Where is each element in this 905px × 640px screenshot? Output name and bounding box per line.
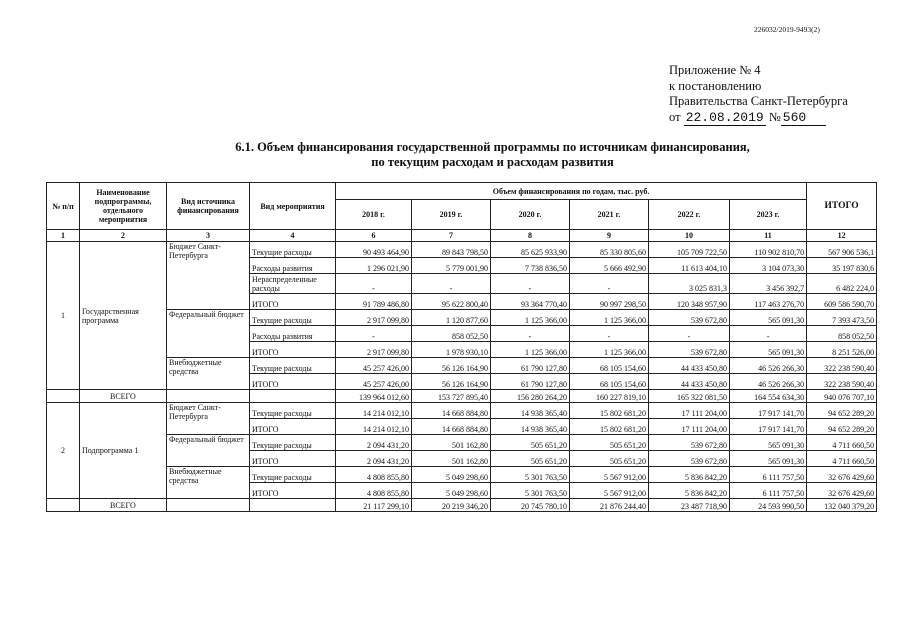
header-name: Наименование подпрограммы, отдельного мероприятия — [80, 183, 167, 230]
amount-cell: 90 493 464,90 — [336, 242, 412, 258]
amount-cell: 94 652 289,20 — [807, 419, 877, 435]
amount-cell: 110 902 810,70 — [730, 242, 807, 258]
table-row — [47, 242, 877, 258]
amount-cell: - — [491, 274, 570, 294]
amount-cell: - — [730, 326, 807, 342]
total-amount: 21 876 244,40 — [570, 499, 649, 512]
amount-cell: 93 364 770,40 — [491, 294, 570, 310]
amount-cell: 501 162,80 — [412, 451, 491, 467]
amount-cell: 17 917 141,70 — [730, 419, 807, 435]
header-source: Вид источника финансирования — [167, 183, 250, 230]
amount-cell: 1 125 366,00 — [570, 342, 649, 358]
amount-cell: 5 567 912,00 — [570, 483, 649, 499]
amount-cell: 539 672,80 — [649, 310, 730, 326]
total-amount: 156 280 264,20 — [491, 390, 570, 403]
amount-cell: 90 997 298,50 — [570, 294, 649, 310]
title-line-1: 6.1. Объем финансирования государственной программы по источникам финансирования, — [235, 140, 750, 154]
resolution-number: 560 — [781, 110, 826, 126]
amount-cell: 14 668 884,80 — [412, 403, 491, 419]
total-amount: 153 727 895,40 — [412, 390, 491, 403]
amount-cell: 4 711 660,50 — [807, 451, 877, 467]
amount-cell: 1 120 877,60 — [412, 310, 491, 326]
amount-cell: 5 836 842,20 — [649, 467, 730, 483]
amount-cell: 858 052,50 — [412, 326, 491, 342]
amount-cell: 565 091,30 — [730, 310, 807, 326]
amount-cell: 6 111 757,50 — [730, 467, 807, 483]
amount-cell: 46 526 266,30 — [730, 358, 807, 374]
amount-cell: 1 296 021,90 — [336, 258, 412, 274]
column-index-row — [47, 230, 877, 242]
header-activity: Вид мероприятия — [250, 183, 336, 230]
amount-cell: 14 214 012,10 — [336, 403, 412, 419]
activity-type: Текущие расходы — [250, 310, 336, 326]
amount-cell: 91 789 486,80 — [336, 294, 412, 310]
amount-cell: - — [336, 274, 412, 294]
amount-cell: 15 802 681,20 — [570, 419, 649, 435]
amount-cell: 565 091,30 — [730, 451, 807, 467]
total-amount: 20 745 780,10 — [491, 499, 570, 512]
amount-cell: 565 091,30 — [730, 435, 807, 451]
amount-cell: 14 668 884,80 — [412, 419, 491, 435]
total-row — [47, 499, 877, 512]
amount-cell: 89 843 798,50 — [412, 242, 491, 258]
activity-type: ИТОГО — [250, 294, 336, 310]
amount-cell: 3 456 392,7 — [730, 274, 807, 294]
funding-source: Бюджет Санкт-Петербурга — [167, 403, 250, 435]
table-row — [47, 310, 877, 326]
activity-type: ИТОГО — [250, 342, 336, 358]
total-spacer — [167, 499, 250, 512]
activity-type: ИТОГО — [250, 419, 336, 435]
amount-cell: 17 917 141,70 — [730, 403, 807, 419]
column-index: 6 — [336, 230, 412, 242]
amount-cell: 505 651,20 — [491, 435, 570, 451]
amount-cell: 6 482 224,0 — [807, 274, 877, 294]
amount-cell: 3 025 831,3 — [649, 274, 730, 294]
table-row — [47, 403, 877, 419]
appendix-date-line — [669, 110, 848, 126]
total-amount: 23 487 718,90 — [649, 499, 730, 512]
amount-cell: 11 613 404,10 — [649, 258, 730, 274]
amount-cell: 7 393 473,50 — [807, 310, 877, 326]
amount-cell: 85 330 805,60 — [570, 242, 649, 258]
amount-cell: 6 111 757,50 — [730, 483, 807, 499]
amount-cell: 94 652 289,20 — [807, 403, 877, 419]
activity-type: ИТОГО — [250, 451, 336, 467]
date-prefix: от — [669, 109, 681, 124]
amount-cell: 539 672,80 — [649, 342, 730, 358]
header-year: 2019 г. — [412, 200, 491, 230]
activity-type: Расходы развития — [250, 326, 336, 342]
total-amount: 940 076 707,10 — [807, 390, 877, 403]
total-spacer — [47, 390, 80, 403]
amount-cell: 539 672,80 — [649, 451, 730, 467]
amount-cell: 68 105 154,60 — [570, 374, 649, 390]
total-amount: 164 554 634,30 — [730, 390, 807, 403]
amount-cell: 5 779 001,90 — [412, 258, 491, 274]
amount-cell: 32 676 429,60 — [807, 483, 877, 499]
activity-type: ИТОГО — [250, 374, 336, 390]
number-prefix: № — [768, 109, 781, 124]
amount-cell: 4 808 855,80 — [336, 483, 412, 499]
activity-type: Нераспределенные расходы — [250, 274, 336, 294]
column-index: 7 — [412, 230, 491, 242]
amount-cell: 105 709 722,50 — [649, 242, 730, 258]
amount-cell: 68 105 154,60 — [570, 358, 649, 374]
amount-cell: 45 257 426,00 — [336, 374, 412, 390]
amount-cell: 32 676 429,60 — [807, 467, 877, 483]
amount-cell: 56 126 164,90 — [412, 374, 491, 390]
amount-cell: 7 738 836,50 — [491, 258, 570, 274]
appendix-line-1: Приложение № 4 — [669, 63, 761, 77]
activity-type: Текущие расходы — [250, 467, 336, 483]
amount-cell: 120 348 957,90 — [649, 294, 730, 310]
column-index: 11 — [730, 230, 807, 242]
header-num: № п/п — [47, 183, 80, 230]
column-index: 1 — [47, 230, 80, 242]
activity-type: Текущие расходы — [250, 358, 336, 374]
total-spacer — [47, 499, 80, 512]
amount-cell: 3 104 073,30 — [730, 258, 807, 274]
total-label: ВСЕГО — [80, 499, 167, 512]
appendix-header — [669, 63, 848, 125]
amount-cell: 5 666 492,90 — [570, 258, 649, 274]
header-year: 2021 г. — [570, 200, 649, 230]
activity-type: Текущие расходы — [250, 242, 336, 258]
amount-cell: 15 802 681,20 — [570, 403, 649, 419]
amount-cell: 2 094 431,20 — [336, 435, 412, 451]
title-line-2: по текущим расходам и расходам развития — [371, 155, 614, 169]
amount-cell: 95 622 800,40 — [412, 294, 491, 310]
amount-cell: 14 938 365,40 — [491, 403, 570, 419]
amount-cell: - — [570, 274, 649, 294]
funding-source: Федеральный бюджет — [167, 310, 250, 358]
total-amount: 24 593 990,50 — [730, 499, 807, 512]
amount-cell: 858 052,50 — [807, 326, 877, 342]
activity-type: ИТОГО — [250, 483, 336, 499]
amount-cell: 322 238 590,40 — [807, 358, 877, 374]
amount-cell: 501 162,80 — [412, 435, 491, 451]
amount-cell: 5 301 763,50 — [491, 483, 570, 499]
amount-cell: 8 251 526,00 — [807, 342, 877, 358]
column-index: 2 — [80, 230, 167, 242]
program-name: Государственная программа — [80, 242, 167, 390]
amount-cell: 45 257 426,00 — [336, 358, 412, 374]
amount-cell: 14 214 012,10 — [336, 419, 412, 435]
amount-cell: 5 301 763,50 — [491, 467, 570, 483]
table-title — [40, 140, 905, 170]
funding-source: Внебюджетные средства — [167, 467, 250, 499]
total-spacer — [167, 390, 250, 403]
amount-cell: - — [649, 326, 730, 342]
amount-cell: 117 463 276,70 — [730, 294, 807, 310]
column-index: 4 — [250, 230, 336, 242]
amount-cell: 61 790 127,80 — [491, 358, 570, 374]
amount-cell: 1 125 366,00 — [491, 342, 570, 358]
amount-cell: 2 917 099,80 — [336, 310, 412, 326]
total-amount: 20 219 346,20 — [412, 499, 491, 512]
activity-type: Расходы развития — [250, 258, 336, 274]
header-year: 2023 г. — [730, 200, 807, 230]
amount-cell: 567 906 536,1 — [807, 242, 877, 258]
amount-cell: 505 651,20 — [570, 451, 649, 467]
amount-cell: 2 094 431,20 — [336, 451, 412, 467]
amount-cell: 505 651,20 — [570, 435, 649, 451]
amount-cell: 505 651,20 — [491, 451, 570, 467]
column-index: 12 — [807, 230, 877, 242]
total-amount: 160 227 819,10 — [570, 390, 649, 403]
row-number: 1 — [47, 242, 80, 390]
amount-cell: - — [336, 326, 412, 342]
appendix-line-2: к постановлению — [669, 78, 762, 93]
amount-cell: 17 111 204,00 — [649, 403, 730, 419]
amount-cell: 565 091,30 — [730, 342, 807, 358]
amount-cell: 1 125 366,00 — [491, 310, 570, 326]
amount-cell: 14 938 365,40 — [491, 419, 570, 435]
table-row — [47, 358, 877, 374]
amount-cell: 1 978 930,10 — [412, 342, 491, 358]
amount-cell: 61 790 127,80 — [491, 374, 570, 390]
header-year: 2020 г. — [491, 200, 570, 230]
activity-type: Текущие расходы — [250, 403, 336, 419]
amount-cell: 539 672,80 — [649, 435, 730, 451]
column-index: 9 — [570, 230, 649, 242]
amount-cell: 5 049 298,60 — [412, 467, 491, 483]
program-name: Подпрограмма 1 — [80, 403, 167, 499]
amount-cell: 322 238 590,40 — [807, 374, 877, 390]
amount-cell: 46 526 266,30 — [730, 374, 807, 390]
amount-cell: 5 836 842,20 — [649, 483, 730, 499]
amount-cell: 5 049 298,60 — [412, 483, 491, 499]
amount-cell: 35 197 830,6 — [807, 258, 877, 274]
total-amount: 21 117 299,10 — [336, 499, 412, 512]
funding-source: Внебюджетные средства — [167, 358, 250, 390]
total-amount: 165 322 081,50 — [649, 390, 730, 403]
amount-cell: - — [491, 326, 570, 342]
amount-cell: 5 567 912,00 — [570, 467, 649, 483]
amount-cell: - — [412, 274, 491, 294]
total-label: ВСЕГО — [80, 390, 167, 403]
funding-source: Бюджет Санкт-Петербурга — [167, 242, 250, 310]
row-number: 2 — [47, 403, 80, 499]
header-total: ИТОГО — [807, 183, 877, 230]
total-amount: 139 964 012,60 — [336, 390, 412, 403]
amount-cell: 44 433 450,80 — [649, 374, 730, 390]
total-row — [47, 390, 877, 403]
column-index: 8 — [491, 230, 570, 242]
table-row — [47, 467, 877, 483]
amount-cell: 56 126 164,90 — [412, 358, 491, 374]
funding-source: Федеральный бюджет — [167, 435, 250, 467]
amount-cell: 44 433 450,80 — [649, 358, 730, 374]
header-volume: Объем финансирования по годам, тыс. руб. — [336, 183, 807, 200]
header-year: 2022 г. — [649, 200, 730, 230]
total-amount: 132 040 379,20 — [807, 499, 877, 512]
amount-cell: 17 111 204,00 — [649, 419, 730, 435]
amount-cell: 4 711 660,50 — [807, 435, 877, 451]
appendix-line-3: Правительства Санкт-Петербурга — [669, 94, 848, 108]
header-year: 2018 г. — [336, 200, 412, 230]
column-index: 10 — [649, 230, 730, 242]
total-spacer — [250, 390, 336, 403]
document-number: 226032/2019-9493(2) — [754, 25, 820, 34]
amount-cell: 609 586 590,70 — [807, 294, 877, 310]
activity-type: Текущие расходы — [250, 435, 336, 451]
table-row — [47, 435, 877, 451]
column-index: 3 — [167, 230, 250, 242]
resolution-date: 22.08.2019 — [685, 109, 764, 125]
amount-cell: 4 808 855,80 — [336, 467, 412, 483]
financing-table — [46, 182, 877, 512]
amount-cell: 2 917 099,80 — [336, 342, 412, 358]
amount-cell: 1 125 366,00 — [570, 310, 649, 326]
amount-cell: 85 625 933,90 — [491, 242, 570, 258]
total-spacer — [250, 499, 336, 512]
amount-cell: - — [570, 326, 649, 342]
